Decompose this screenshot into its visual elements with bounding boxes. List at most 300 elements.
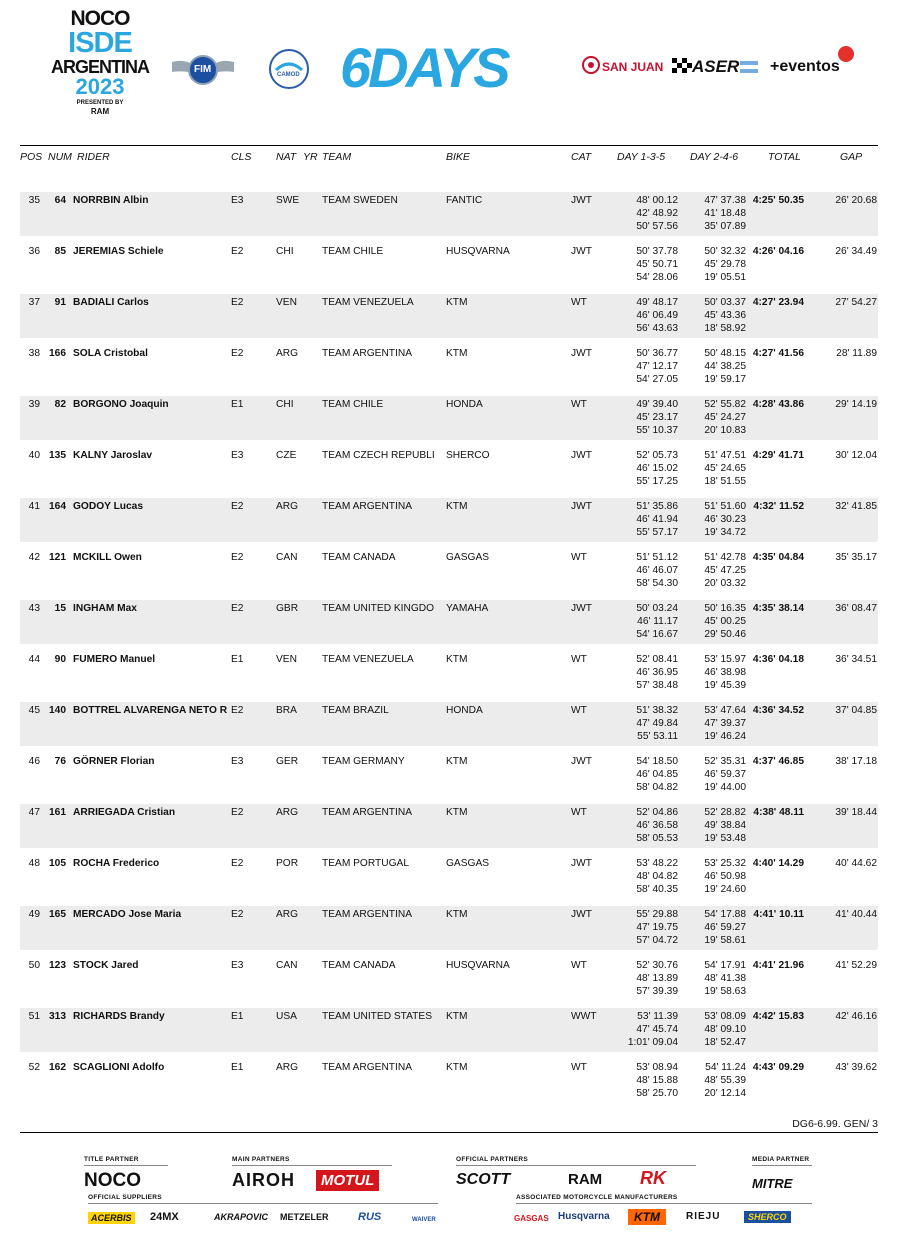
cell-pos: 47 (28, 807, 40, 818)
cell-nat: BRA (276, 705, 297, 716)
col-gap: GAP (840, 151, 863, 163)
sponsor-sherco: SHERCO (744, 1211, 791, 1223)
cell-d2: 51' 42.78 (704, 552, 746, 563)
cell-d6: 19' 34.72 (704, 527, 746, 538)
official-suppliers-label: OFFICIAL SUPPLIERS (88, 1194, 438, 1204)
col-yr: YR (303, 151, 318, 163)
cell-d4: 45' 00.25 (704, 616, 746, 627)
cell-num: 15 (54, 603, 66, 614)
cell-rider: MCKILL Owen (73, 552, 142, 563)
cell-bike: KTM (446, 756, 468, 767)
eventos-badge-icon (838, 46, 854, 62)
cell-pos: 41 (28, 501, 40, 512)
cam-text: CAMOD (277, 72, 300, 78)
sixdays-logo: 6DAYS (340, 36, 508, 99)
cell-rider: FUMERO Manuel (73, 654, 156, 665)
table-row (20, 804, 878, 848)
cell-pos: 49 (28, 909, 40, 920)
cell-d5: 58' 05.53 (636, 833, 678, 844)
footer-rule (20, 1132, 878, 1133)
logo-line: 2023 (75, 74, 125, 99)
cell-cat: WT (571, 1062, 587, 1073)
cell-rider: GÖRNER Florian (73, 756, 155, 767)
cell-d6: 19' 46.24 (704, 731, 746, 742)
cell-gap: 43' 39.62 (835, 1062, 877, 1073)
cell-cat: JWT (571, 195, 592, 206)
cell-rider: INGHAM Max (73, 603, 137, 614)
table-row (20, 243, 878, 287)
cell-cls: E2 (231, 297, 244, 308)
cell-nat: SWE (276, 195, 300, 206)
cell-d3: 45' 50.71 (636, 259, 678, 270)
cell-nat: ARG (276, 807, 299, 818)
cell-bike: YAMAHA (446, 603, 489, 614)
cell-gap: 28' 11.89 (836, 348, 877, 359)
cell-d5: 55' 10.37 (636, 425, 678, 436)
cell-d5: 55' 57.17 (636, 527, 678, 538)
cell-gap: 41' 40.44 (835, 909, 877, 920)
cell-gap: 29' 14.19 (835, 399, 877, 410)
cell-pos: 35 (28, 195, 40, 206)
cell-team: TEAM CHILE (322, 246, 384, 257)
cell-gap: 27' 54.27 (835, 297, 877, 308)
cell-total: 4:26' 04.16 (752, 246, 804, 257)
cell-total: 4:35' 38.14 (752, 603, 804, 614)
col-bike: BIKE (446, 151, 470, 163)
cell-total: 4:38' 48.11 (753, 807, 804, 818)
cell-d5: 54' 16.67 (636, 629, 678, 640)
cell-d1: 49' 39.40 (636, 399, 678, 410)
cell-gap: 26' 34.49 (835, 246, 877, 257)
cell-pos: 46 (28, 756, 40, 767)
col-cat: CAT (571, 151, 592, 163)
cell-cat: WT (571, 705, 587, 716)
cell-nat: ARG (276, 1062, 299, 1073)
cell-d5: 58' 40.35 (636, 884, 678, 895)
cell-cat: JWT (571, 603, 592, 614)
cell-rider: STOCK Jared (73, 960, 139, 971)
cell-d2: 54' 17.88 (704, 909, 746, 920)
cell-d1: 55' 29.88 (636, 909, 678, 920)
cell-team: TEAM ARGENTINA (322, 909, 413, 920)
cell-d2: 54' 11.24 (705, 1062, 746, 1073)
cell-num: 91 (54, 297, 66, 308)
cell-total: 4:42' 15.83 (752, 1011, 804, 1022)
cell-d2: 52' 28.82 (704, 807, 746, 818)
cell-team: TEAM VENEZUELA (322, 297, 414, 308)
cell-d3: 48' 04.82 (636, 871, 678, 882)
logo-line: ARGENTINA (51, 57, 149, 77)
cell-d1: 50' 37.78 (636, 246, 678, 257)
cell-team: TEAM GERMANY (322, 756, 405, 767)
cell-d2: 51' 51.60 (704, 501, 746, 512)
table-row (20, 600, 878, 644)
table-row (20, 753, 878, 797)
cell-rider: KALNY Jaroslav (73, 450, 153, 461)
cell-cls: E2 (231, 501, 244, 512)
cell-nat: CHI (276, 399, 294, 410)
logo-line: ISDE (68, 27, 132, 59)
cell-team: TEAM BRAZIL (322, 705, 389, 716)
cell-d5: 54' 28.06 (636, 272, 678, 283)
cell-num: 82 (54, 399, 66, 410)
cell-num: 64 (54, 195, 66, 206)
cell-d2: 53' 15.97 (704, 654, 746, 665)
cell-total: 4:36' 34.52 (752, 705, 804, 716)
cell-cls: E3 (231, 960, 244, 971)
cell-rider: SCAGLIONI Adolfo (73, 1062, 165, 1073)
cell-nat: POR (276, 858, 299, 869)
cell-team: TEAM VENEZUELA (322, 654, 414, 665)
table-row (20, 447, 878, 491)
cell-cat: JWT (571, 756, 592, 767)
cell-total: 4:40' 14.29 (752, 858, 804, 869)
cell-cls: E2 (231, 705, 244, 716)
sun-icon (582, 56, 600, 74)
col-total: TOTAL (768, 151, 801, 163)
table-row (20, 294, 878, 338)
cell-d4: 41' 18.48 (704, 208, 746, 219)
cell-bike: KTM (446, 807, 468, 818)
sponsor-rieju: RIEJU (686, 1211, 721, 1222)
cell-d3: 46' 41.94 (636, 514, 678, 525)
cell-team: TEAM PORTUGAL (322, 858, 409, 869)
cell-num: 123 (49, 960, 66, 971)
cell-nat: VEN (276, 297, 297, 308)
sponsor-rk: RK (640, 1168, 666, 1188)
cell-d6: 18' 51.55 (704, 476, 746, 487)
cell-rider: BORGONO Joaquin (73, 399, 169, 410)
sponsor-rus: RUS (358, 1211, 382, 1223)
cell-cat: WT (571, 297, 587, 308)
cell-bike: FANTIC (446, 195, 483, 206)
cell-nat: GBR (276, 603, 299, 614)
aser-logo (672, 56, 758, 80)
cell-team: TEAM UNITED KINGDO (322, 603, 435, 614)
cam-seal-icon (268, 48, 310, 90)
cell-nat: ARG (276, 348, 299, 359)
cell-num: 140 (49, 705, 66, 716)
cell-d1: 50' 03.24 (636, 603, 678, 614)
table-row (20, 396, 878, 440)
cell-d1: 51' 38.32 (636, 705, 678, 716)
cell-d3: 47' 45.74 (636, 1024, 678, 1035)
cell-cls: E3 (231, 450, 244, 461)
cell-bike: KTM (446, 348, 468, 359)
cell-d3: 48' 15.88 (636, 1075, 678, 1086)
sanjuan-text: SAN JUAN (602, 60, 664, 74)
cell-gap: 35' 35.17 (835, 552, 877, 563)
fim-text: FIM (194, 64, 212, 75)
cell-cls: E3 (231, 195, 244, 206)
cell-bike: KTM (446, 1011, 468, 1022)
cell-d3: 46' 11.17 (637, 616, 678, 627)
cell-nat: VEN (276, 654, 297, 665)
cell-cls: E2 (231, 552, 244, 563)
cell-pos: 50 (28, 960, 40, 971)
cell-d4: 46' 59.27 (704, 922, 746, 933)
table-row (20, 498, 878, 542)
cell-num: 135 (49, 450, 66, 461)
eventos-logo (770, 46, 860, 80)
cell-pos: 48 (28, 858, 40, 869)
sponsor-husqvarna: Husqvarna (558, 1211, 610, 1222)
cell-d2: 52' 55.82 (704, 399, 746, 410)
cell-gap: 37' 04.85 (835, 705, 877, 716)
table-row (20, 855, 878, 899)
cell-cat: WT (571, 654, 587, 665)
table-row (20, 192, 878, 236)
cell-cat: WT (571, 399, 587, 410)
cell-d6: 20' 10.83 (704, 425, 746, 436)
cell-team: TEAM CANADA (322, 552, 396, 563)
cell-d6: 29' 50.46 (704, 629, 746, 640)
cell-cls: E2 (231, 807, 244, 818)
table-row (20, 957, 878, 1001)
cell-total: 4:43' 09.29 (752, 1062, 804, 1073)
col-nat: NAT (276, 151, 297, 163)
cell-d4: 45' 47.25 (704, 565, 746, 576)
cell-d2: 53' 08.09 (704, 1011, 746, 1022)
cell-gap: 41' 52.29 (835, 960, 877, 971)
cell-cat: WT (571, 807, 587, 818)
cell-rider: JEREMIAS Schiele (73, 246, 164, 257)
cell-pos: 45 (28, 705, 40, 716)
cell-total: 4:27' 41.56 (752, 348, 804, 359)
table-row (20, 651, 878, 695)
cell-d4: 48' 41.38 (704, 973, 746, 984)
cell-team: TEAM ARGENTINA (322, 1062, 413, 1073)
cell-d1: 53' 11.39 (637, 1011, 678, 1022)
cell-d2: 54' 17.91 (704, 960, 746, 971)
col-day135: DAY 1-3-5 (617, 151, 666, 163)
logo-line: RAM (90, 107, 110, 116)
cell-num: 162 (49, 1062, 66, 1073)
cell-d1: 54' 18.50 (636, 756, 678, 767)
cell-d3: 46' 15.02 (636, 463, 678, 474)
cell-rider: ROCHA Frederico (73, 858, 160, 869)
col-rider: RIDER (77, 151, 110, 163)
cell-team: TEAM CANADA (322, 960, 396, 971)
cell-gap: 38' 17.18 (835, 756, 877, 767)
cell-d5: 57' 38.48 (636, 680, 678, 691)
cell-cat: JWT (571, 348, 592, 359)
cell-bike: HONDA (446, 399, 483, 410)
sponsor-metzeler: METZELER (280, 1212, 329, 1222)
cell-d2: 53' 25.32 (704, 858, 746, 869)
cell-d6: 19' 58.61 (704, 935, 746, 946)
cell-team: TEAM ARGENTINA (322, 807, 413, 818)
cell-cat: WT (571, 960, 587, 971)
cell-total: 4:35' 04.84 (752, 552, 804, 563)
cell-bike: KTM (446, 297, 468, 308)
cell-d2: 50' 03.37 (704, 297, 746, 308)
cell-num: 121 (49, 552, 66, 563)
cell-cls: E2 (231, 909, 244, 920)
cell-d3: 46' 36.58 (636, 820, 678, 831)
cell-d5: 50' 57.56 (636, 221, 678, 232)
cell-d2: 47' 37.38 (704, 195, 746, 206)
isde-logo (44, 8, 156, 116)
cell-gap: 26' 20.68 (835, 195, 877, 206)
cell-d6: 19' 53.48 (704, 833, 746, 844)
cell-gap: 30' 12.04 (835, 450, 877, 461)
cell-d1: 50' 36.77 (636, 348, 678, 359)
cell-cls: E1 (231, 1011, 244, 1022)
cell-d1: 52' 30.76 (636, 960, 678, 971)
cell-d1: 52' 05.73 (636, 450, 678, 461)
cell-d2: 51' 47.51 (704, 450, 746, 461)
cell-cat: WWT (571, 1011, 597, 1022)
cell-d5: 58' 25.70 (636, 1088, 678, 1099)
cell-d3: 48' 13.89 (636, 973, 678, 984)
cell-d3: 46' 04.85 (636, 769, 678, 780)
cell-d5: 54' 27.05 (636, 374, 678, 385)
cell-nat: USA (276, 1011, 297, 1022)
cell-d4: 46' 38.98 (704, 667, 746, 678)
cell-d1: 52' 04.86 (636, 807, 678, 818)
cell-nat: ARG (276, 501, 299, 512)
cell-rider: GODOY Lucas (73, 501, 144, 512)
cell-d1: 53' 48.22 (636, 858, 678, 869)
checkered-flag-icon (672, 58, 692, 76)
cell-pos: 52 (28, 1062, 40, 1073)
cell-d1: 49' 48.17 (636, 297, 678, 308)
cell-bike: KTM (446, 1062, 468, 1073)
cell-total: 4:25' 50.35 (752, 195, 804, 206)
header-rule (20, 145, 878, 146)
cell-num: 164 (49, 501, 66, 512)
cell-d3: 47' 12.17 (636, 361, 678, 372)
cell-d2: 50' 48.15 (704, 348, 746, 359)
official-partners-label: OFFICIAL PARTNERS (456, 1156, 696, 1166)
cell-nat: CAN (276, 552, 298, 563)
cell-bike: HUSQVARNA (446, 960, 510, 971)
cell-d6: 19' 45.39 (704, 680, 746, 691)
cell-rider: MERCADO Jose Maria (73, 909, 182, 920)
cell-cat: JWT (571, 858, 592, 869)
sponsor-noco: NOCO (84, 1170, 141, 1191)
cell-pos: 37 (28, 297, 40, 308)
cell-total: 4:41' 21.96 (752, 960, 804, 971)
table-row (20, 1008, 878, 1052)
cell-bike: GASGAS (446, 858, 490, 869)
cell-team: TEAM CHILE (322, 399, 384, 410)
cell-d5: 1:01' 09.04 (627, 1037, 678, 1048)
cell-total: 4:27' 23.94 (752, 297, 804, 308)
cell-d5: 58' 04.82 (636, 782, 678, 793)
sponsor-gasgas: GASGAS (514, 1214, 549, 1223)
cell-d3: 47' 19.75 (636, 922, 678, 933)
cell-d5: 57' 39.39 (636, 986, 678, 997)
col-pos: POS (20, 151, 43, 163)
cell-rider: BOTTREL ALVARENGA NETO R (73, 705, 228, 716)
cell-d6: 19' 59.17 (704, 374, 746, 385)
cell-d6: 18' 58.92 (704, 323, 746, 334)
cell-pos: 51 (28, 1011, 40, 1022)
cell-nat: CAN (276, 960, 298, 971)
cell-cat: JWT (571, 246, 592, 257)
sponsor-airoh: AIROH (232, 1170, 295, 1190)
cell-cls: E1 (231, 1062, 244, 1073)
cell-d5: 58' 54.30 (636, 578, 678, 589)
cell-d4: 45' 24.27 (704, 412, 746, 423)
cell-nat: GER (276, 756, 299, 767)
cell-d6: 20' 03.32 (704, 578, 746, 589)
cell-d2: 50' 16.35 (704, 603, 746, 614)
cell-rider: RICHARDS Brandy (73, 1011, 165, 1022)
cell-d2: 52' 35.31 (704, 756, 746, 767)
cell-d4: 47' 39.37 (704, 718, 746, 729)
cell-d3: 46' 36.95 (636, 667, 678, 678)
sponsor-ktm: KTM (628, 1209, 666, 1225)
cell-cat: WT (571, 552, 587, 563)
cell-bike: GASGAS (446, 552, 490, 563)
fim-logo (170, 52, 236, 88)
sponsor-motul: MOTUL (316, 1170, 379, 1191)
cell-team: TEAM ARGENTINA (322, 348, 413, 359)
cell-d6: 18' 52.47 (704, 1037, 746, 1048)
cell-num: 313 (49, 1011, 66, 1022)
cell-gap: 32' 41.85 (835, 501, 877, 512)
title-partner-label: TITLE PARTNER (84, 1156, 168, 1166)
cell-d4: 46' 30.23 (704, 514, 746, 525)
cell-nat: CHI (276, 246, 294, 257)
cell-gap: 40' 44.62 (835, 858, 877, 869)
cell-cat: JWT (571, 450, 592, 461)
cell-pos: 44 (28, 654, 40, 665)
cell-bike: SHERCO (446, 450, 490, 461)
cell-d1: 48' 00.12 (636, 195, 678, 206)
cell-num: 90 (54, 654, 66, 665)
cell-d6: 19' 58.63 (704, 986, 746, 997)
sponsor-akrapovic: AKRAPOVIC (214, 1212, 269, 1222)
cell-gap: 36' 08.47 (835, 603, 877, 614)
cell-pos: 36 (28, 246, 40, 257)
sanjuan-logo (582, 54, 662, 80)
col-team: TEAM (322, 151, 352, 163)
cell-bike: KTM (446, 654, 468, 665)
cell-bike: KTM (446, 501, 468, 512)
col-cls: CLS (231, 151, 252, 163)
cell-num: 105 (49, 858, 66, 869)
logo-line: PRESENTED BY (76, 100, 124, 106)
argentina-flag-icon (740, 61, 758, 73)
eventos-text: +eventos (770, 58, 840, 75)
cell-nat: ARG (276, 909, 299, 920)
cell-d3: 46' 46.07 (636, 565, 678, 576)
media-partner-label: MEDIA PARTNER (752, 1156, 812, 1166)
cell-d5: 55' 17.25 (636, 476, 678, 487)
cell-d3: 45' 23.17 (636, 412, 678, 423)
cell-pos: 38 (28, 348, 40, 359)
sponsor-ram: RAM (568, 1171, 603, 1188)
cell-d4: 45' 43.36 (704, 310, 746, 321)
cell-num: 165 (49, 909, 66, 920)
cell-num: 161 (49, 807, 66, 818)
cell-team: TEAM UNITED STATES (322, 1011, 432, 1022)
cell-bike: HONDA (446, 705, 483, 716)
table-row (20, 1059, 878, 1103)
table-row (20, 906, 878, 950)
cell-pos: 40 (28, 450, 40, 461)
cell-num: 76 (54, 756, 66, 767)
cell-pos: 39 (28, 399, 40, 410)
cell-gap: 42' 46.16 (835, 1011, 877, 1022)
cell-d4: 45' 24.65 (704, 463, 746, 474)
cell-cat: JWT (571, 909, 592, 920)
cell-d6: 20' 12.14 (704, 1088, 746, 1099)
